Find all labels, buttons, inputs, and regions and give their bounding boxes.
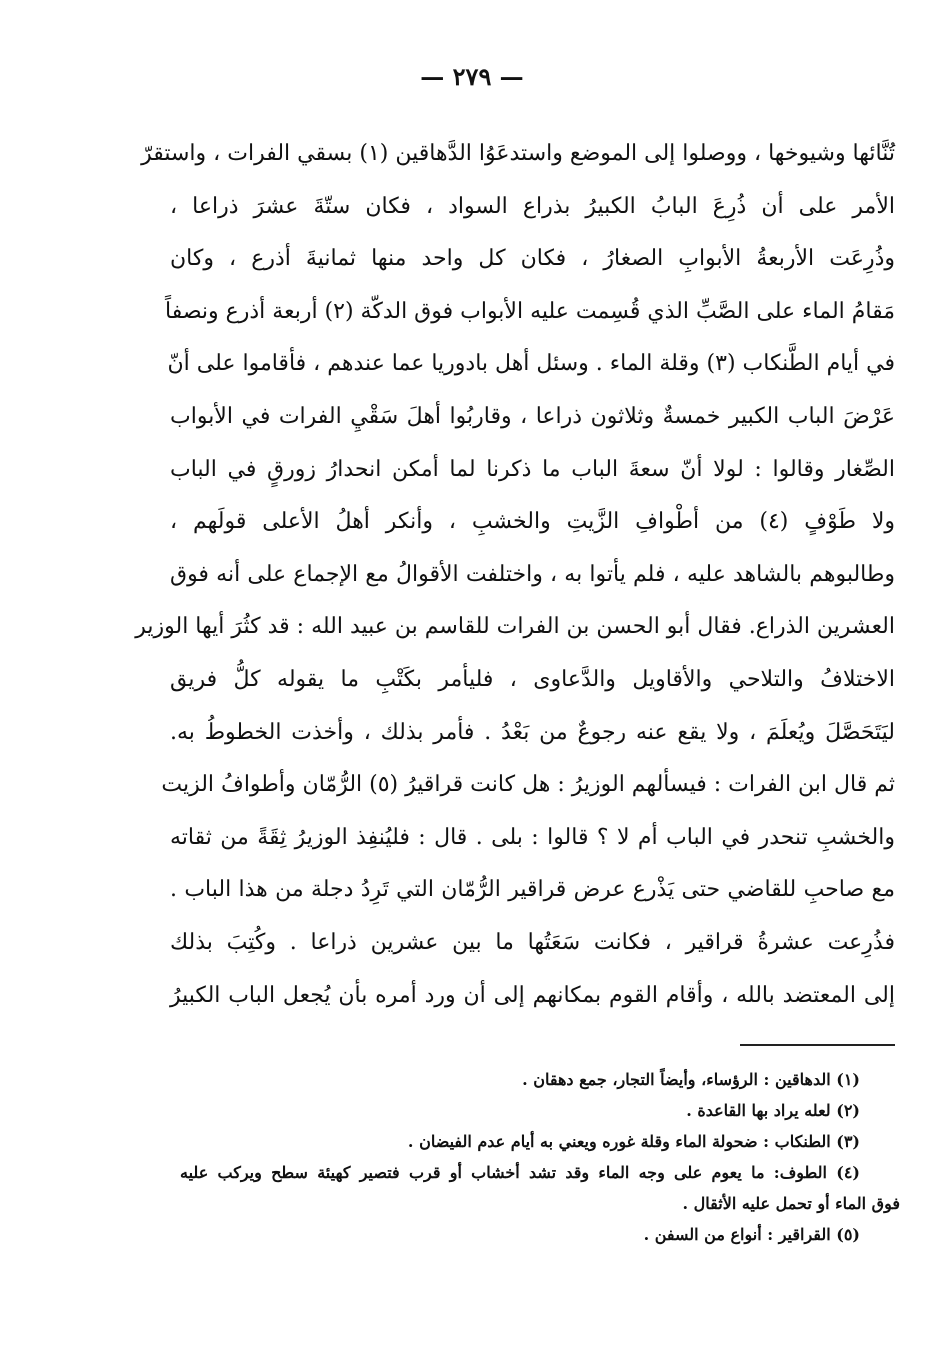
body-line: عَرْضَ الباب الكبير خمسةٌ وثلاثون ذراعا ، وقاربُوا أهلَ سَقْيِ الفرات في الأبواب xyxy=(170,403,895,429)
body-line: الأمر على أن ذُرِعَ البابُ الكبيرُ بذراع السواد ، فكان ستّةَ عشرَ ذراعا ، xyxy=(170,193,895,219)
body-line: وطالبوهم بالشاهد عليه ، فلم يأتوا به ، واختلفت الأقوالُ مع الإجماع على أنه فوق xyxy=(170,561,895,587)
body-line: فذُرِعت عشرةُ قراقير ، فكانت سَعَتُها ما بين عشرين ذراعا . وكُتِبَ بذلك xyxy=(170,929,895,955)
footnotes xyxy=(180,1064,900,1250)
footnote-1: (١) الدهاقين : الرؤساء، وأيضاً التجار، جمع دهقان . xyxy=(522,1070,860,1089)
body-line: ولا طَوْفٍ (٤) من أطْوافِ الزَّيتِ والخشبِ ، وأنكر أهلُ الأعلى قولَهم ، xyxy=(170,509,896,535)
body-line: العشرين الذراع. فقال أبو الحسن بن الفرات للقاسم بن عبيد الله : قد كثُرَ أيها الوزير xyxy=(135,614,895,640)
body-line: مع صاحبِ للقاضي حتى يَذْرع عرض قراقير الرُّمّان التي تَرِدُ دجلة من هذا الباب . xyxy=(170,877,895,903)
body-text xyxy=(135,128,896,1022)
body-line: ثم قال ابن الفرات : فيسألهم الوزيرُ : هل كانت قراقيرُ (٥) الرُّمّان وأطوافُ الزيت xyxy=(161,772,895,798)
footnote-divider xyxy=(740,1044,895,1046)
body-line: تُنَّائها وشيوخها ، ووصلوا إلى الموضع واستدعَوُا الدَّهاقين (١) بسقي الفرات ، واستقرّ xyxy=(141,141,895,166)
footnote-5: (٥) القراقير : أنواع من السفن . xyxy=(643,1225,860,1244)
body-line: الصِّغار وقالوا : لولا أنّ سعةَ الباب ما ذكرنا لما أمكن انحدارُ زورقٍ في الباب xyxy=(170,456,895,482)
body-line: مَقامُ الماء على الصَّبِّ الذي قُسِمت عليه الأبواب فوق الدكّة (٢) أربعة أذرع ونصفاً xyxy=(164,298,895,324)
body-line: الاختلافُ والتلاحي والأقاويل والدَّعاوى ، فليأمر بكَتْبِ ما يقوله كلُّ فريق xyxy=(170,666,895,692)
footnote-2: (٢) لعله يراد بها القاعدة . xyxy=(686,1101,860,1120)
footnote-3: (٣) الطنكاب : ضحولة الماء وقلة غوره ويعني به أيام عدم الفيضان . xyxy=(407,1132,860,1151)
body-line: ليَتَحَصَّلَ ويُعلَمَ ، ولا يقع عنه رجوعٌ من بَعْدُ . فأمر بذلك ، وأخذت الخطوطُ به. xyxy=(170,719,896,745)
footnote-4-continuation: فوق الماء أو تحمل عليه الأثقال . xyxy=(682,1194,900,1213)
body-line: إلى المعتضد بالله ، وأقام القوم بمكانهم إلى أن ورد أمره بأن يُجعل الباب الكبيرُ xyxy=(170,982,895,1008)
body-line: في أيام الطَّنكاب (٣) وقلة الماء . وسئل أهل بادوريا عما عندهم ، فأقاموا على أنّ xyxy=(167,351,895,377)
page-number: — ٢٧٩ — xyxy=(420,62,524,91)
body-line: والخشبِ تنحدر في الباب أم لا ؟ قالوا : بلى . قال : فليُنفِذ الوزيرُ ثِقَةً من ثقاته xyxy=(170,824,895,850)
body-line: وذُرِعَت الأربعةُ الأبوابِ الصغارُ ، فكان كل واحد منها ثمانيةَ أذرع ، وكان xyxy=(170,246,895,272)
footnote-4: (٤) الطوف: ما يعوم على وجه الماء وقد تشد أخشاب أو قرب فتصير كهيئة سطح ويركب عليه xyxy=(180,1163,860,1182)
